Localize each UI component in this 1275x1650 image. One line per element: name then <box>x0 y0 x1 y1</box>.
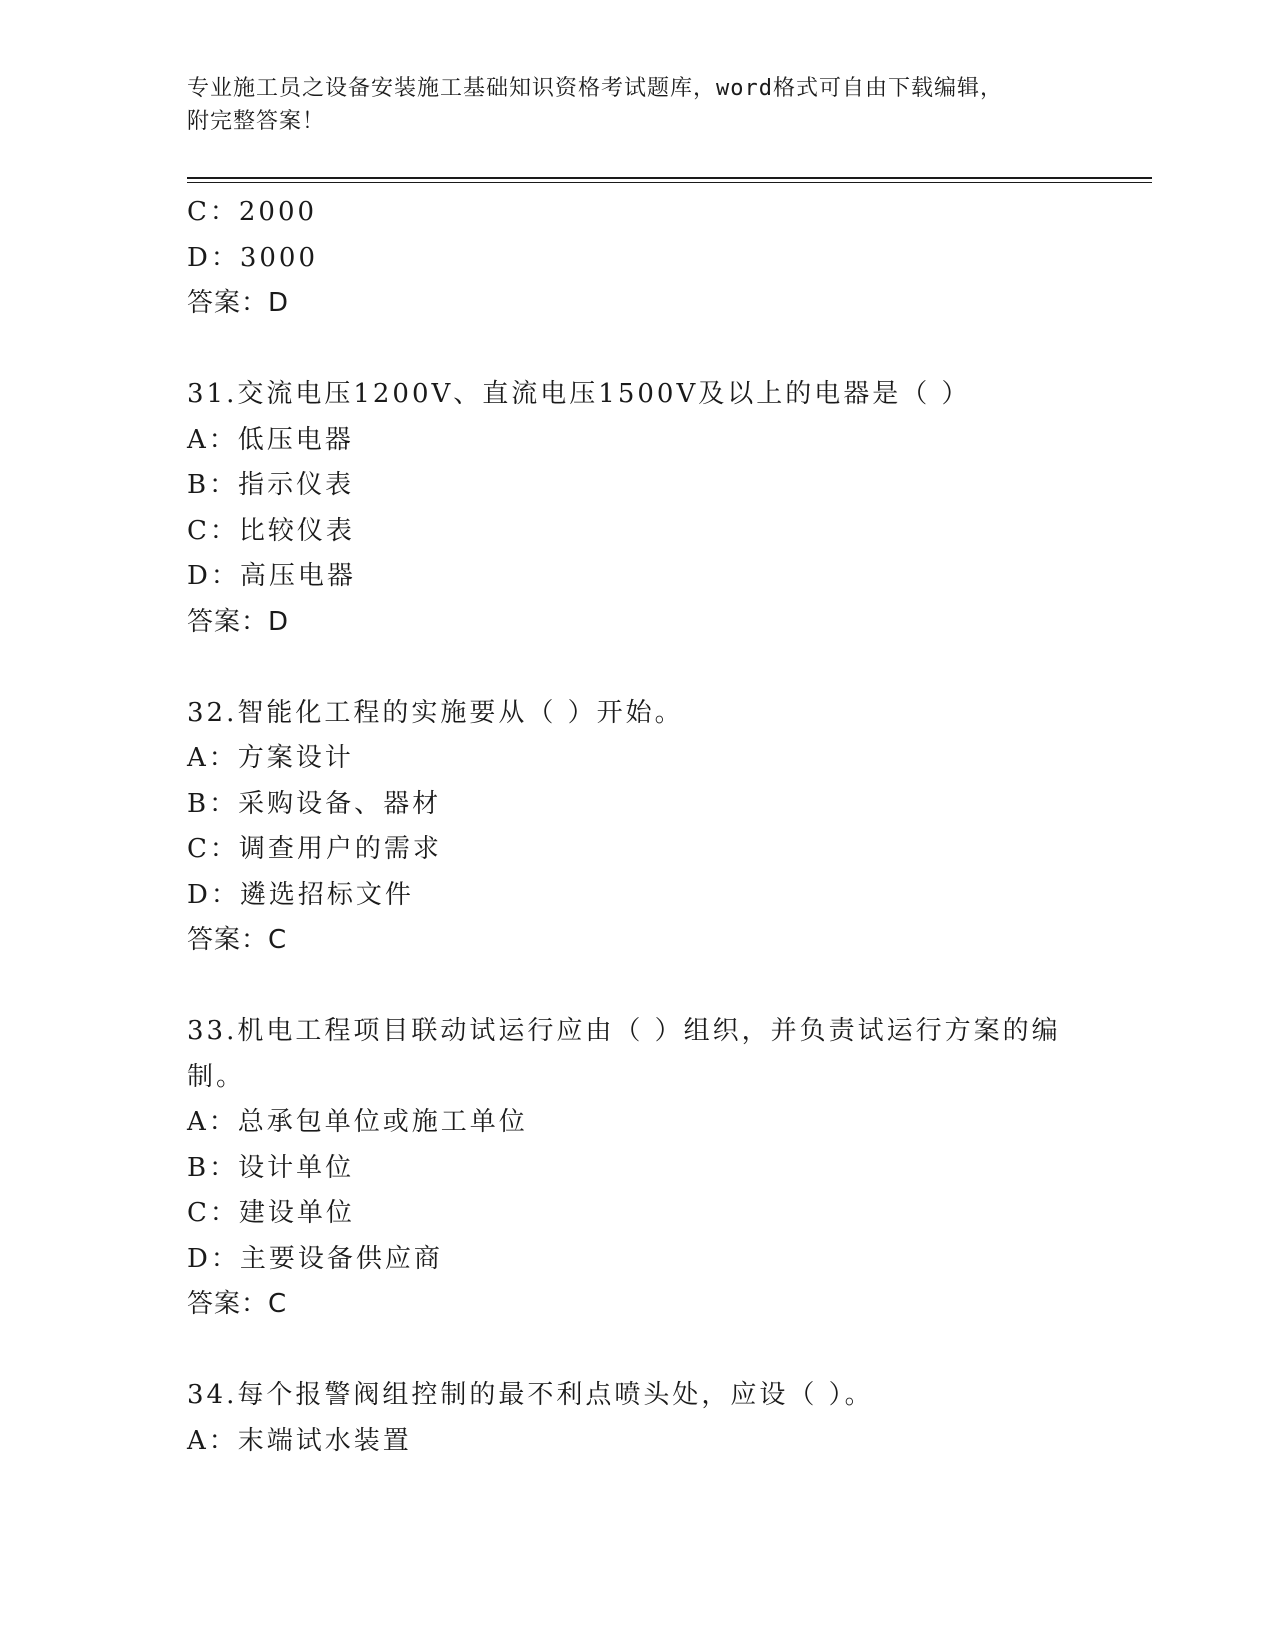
answer-text: 答案：D <box>187 606 290 637</box>
header-divider-thin <box>187 182 1152 183</box>
option-b: B：采购设备、器材 <box>187 788 442 819</box>
question-block-34 <box>187 1373 1087 1464</box>
spacer <box>187 1328 1087 1374</box>
answer-text: 答案：D <box>187 288 290 318</box>
option-a: A：末端试水装置 <box>187 1425 412 1456</box>
answer-text: 答案：C <box>187 925 288 955</box>
spacer <box>187 964 1087 1010</box>
option-c: C：2000 <box>187 197 318 227</box>
option-c: C：比较仪表 <box>187 515 355 546</box>
header-line-1: 专业施工员之设备安装施工基础知识资格考试题库，word格式可自由下载编辑， <box>187 76 1003 101</box>
spacer <box>187 645 1087 691</box>
spacer <box>187 327 1087 373</box>
option-c: C：调查用户的需求 <box>187 834 442 864</box>
option-d: D：高压电器 <box>187 561 356 591</box>
header-divider-thick <box>187 177 1152 179</box>
question-text: 34.每个报警阀组控制的最不利点喷头处，应设（ ）。 <box>187 1380 874 1410</box>
option-d: D：3000 <box>187 242 319 273</box>
option-a: A：方案设计 <box>187 743 354 773</box>
answer-text: 答案：C <box>187 1289 288 1319</box>
document-header <box>187 72 1087 138</box>
question-text-line-2: 制。 <box>187 1061 246 1092</box>
question-block-30 <box>187 190 1087 327</box>
option-d: D：遴选招标文件 <box>187 879 414 910</box>
question-text: 32.智能化工程的实施要从（ ）开始。 <box>187 697 684 728</box>
question-block-33 <box>187 1009 1087 1328</box>
question-block-31 <box>187 372 1087 645</box>
question-text: 31.交流电压1200V、直流电压1500V及以上的电器是（ ） <box>187 379 971 409</box>
option-b: B：指示仪表 <box>187 470 355 500</box>
question-list <box>187 190 1087 1464</box>
option-c: C：建设单位 <box>187 1198 355 1228</box>
question-block-32 <box>187 691 1087 964</box>
option-b: B：设计单位 <box>187 1152 355 1183</box>
option-a: A：低压电器 <box>187 424 354 455</box>
option-d: D：主要设备供应商 <box>187 1243 443 1274</box>
question-text-line-1: 33.机电工程项目联动试运行应由（ ）组织，并负责试运行方案的编 <box>187 1016 1061 1046</box>
header-line-2: 附完整答案！ <box>187 109 326 134</box>
option-a: A：总承包单位或施工单位 <box>187 1107 528 1137</box>
